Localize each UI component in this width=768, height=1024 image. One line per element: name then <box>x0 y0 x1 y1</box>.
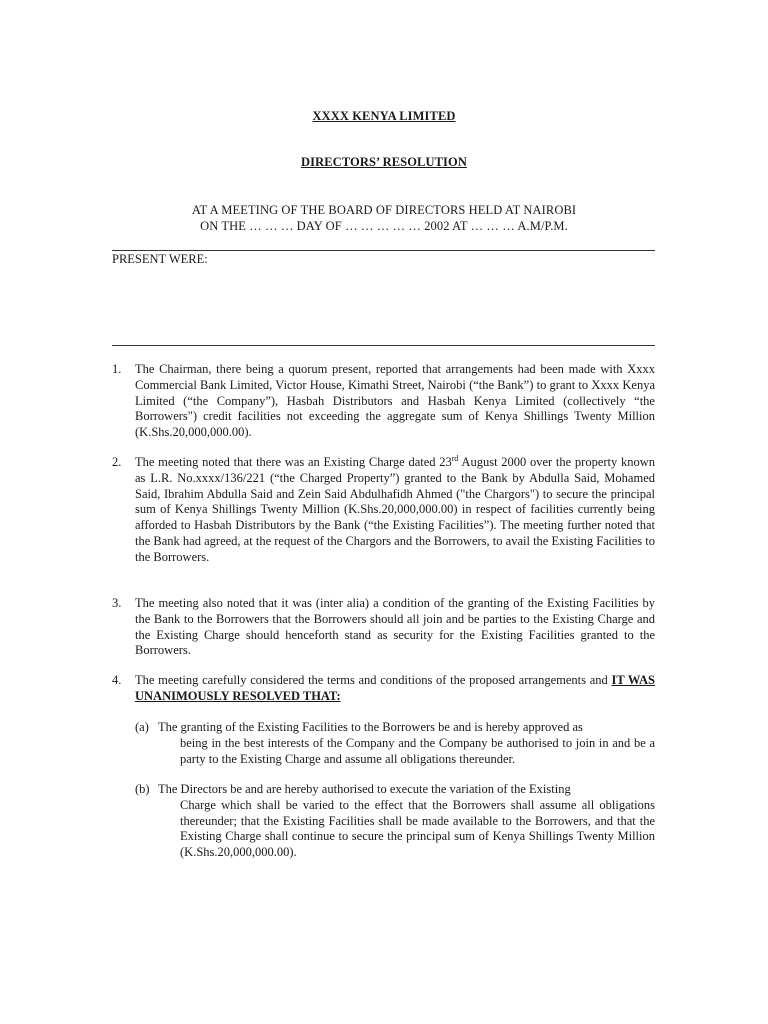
subitem-first-line: The Directors be and are hereby authorised to execute the variation of the Existing <box>158 782 571 796</box>
subitem-continuation: Charge which shall be varied to the effect that the Borrowers shall assume all obligations thereunder; that the Existing Facilities shall be made available to the Borrowers, and that the Existing Charge shall continue to secure the principal sum of Kenya Shillings Twenty Million (K.Shs.20,000,000.00). <box>180 797 655 860</box>
item-text-part-a: The meeting noted that there was an Existing Charge dated 23 <box>135 455 452 469</box>
resolution-subitem-b <box>135 782 655 861</box>
meeting-line-2: ON THE … … … DAY OF … … … … … 2002 AT … … … A.M/P.M. <box>200 219 568 233</box>
subitem-first-line: The granting of the Existing Facilities to the Borrowers be and is hereby approved as <box>158 720 583 734</box>
subitem-text <box>158 720 655 767</box>
resolution-item-1 <box>112 362 655 441</box>
item-number: 1. <box>112 362 122 376</box>
document-title: DIRECTORS’ RESOLUTION <box>301 155 467 169</box>
item-text: The meeting also noted that it was (inter alia) a condition of the granting of the Existing Facilities by the Bank to the Borrowers that the Borrowers should all join and be parties to the Existing Charge and the Existing Charge should henceforth stand as security for the Existing Facilities granted to the Borrowers. <box>135 596 655 658</box>
subitem-label: (a) <box>135 720 149 734</box>
item-number: 2. <box>112 455 122 469</box>
subitem-text <box>158 782 655 861</box>
ordinal-suffix: rd <box>451 453 459 463</box>
item-number: 4. <box>112 673 122 687</box>
resolution-item-2 <box>112 455 655 566</box>
present-were-label: PRESENT WERE: <box>112 252 208 266</box>
company-name: XXXX KENYA LIMITED <box>312 109 456 123</box>
resolution-item-4 <box>112 673 655 705</box>
subitem-label: (b) <box>135 782 150 796</box>
bottom-rule <box>112 345 655 346</box>
resolution-subitem-a <box>135 720 655 767</box>
item-number: 3. <box>112 596 122 610</box>
item-text <box>135 673 655 705</box>
item-text <box>135 455 655 566</box>
meeting-line-1: AT A MEETING OF THE BOARD OF DIRECTORS HELD AT NAIROBI <box>191 203 577 217</box>
item-text-part-b: August 2000 over the property known as L.R. No.xxxx/136/221 (“the Charged Property”) granted to the Bank by Abdulla Said, Mohamed Said, Ibrahim Abdulla Said and Zein Said Abdulhafidh Ahmed ("the Chargors") to secure the principal sum of Kenya Shillings Twenty Million (K.Shs.20,000,000.00) in respect of facilities currently being afforded to Hasbah Distributors by the Bank (“the Existing Facilities”). The meeting further noted that the Bank had agreed, at the request of the Chargors and the Borrowers, to avail the Existing Facilities to the Borrowers. <box>135 455 655 564</box>
resolution-item-3 <box>112 596 655 659</box>
item-text-main: The meeting carefully considered the terms and conditions of the proposed arrangements and <box>135 673 612 687</box>
resolved-emphasis: IT WAS UNANIMOUSLY RESOLVED THAT: <box>135 673 655 703</box>
subitem-continuation: being in the best interests of the Company and the Company be authorised to join in and be a party to the Existing Charge and assume all obligations thereunder. <box>180 735 655 766</box>
item-text: The Chairman, there being a quorum present, reported that arrangements had been made with Xxxx Commercial Bank Limited, Victor House, Kimathi Street, Nairobi (“the Bank”) to grant to Xxxx Kenya Limited (“the Company”), Hasbah Distributors and Hasbah Kenya Limited (collectively “the Borrowers") credit facilities not exceeding the aggregate sum of Kenya Shillings Twenty Million (K.Shs.20,000,000.00). <box>135 362 655 440</box>
top-rule <box>112 250 655 251</box>
